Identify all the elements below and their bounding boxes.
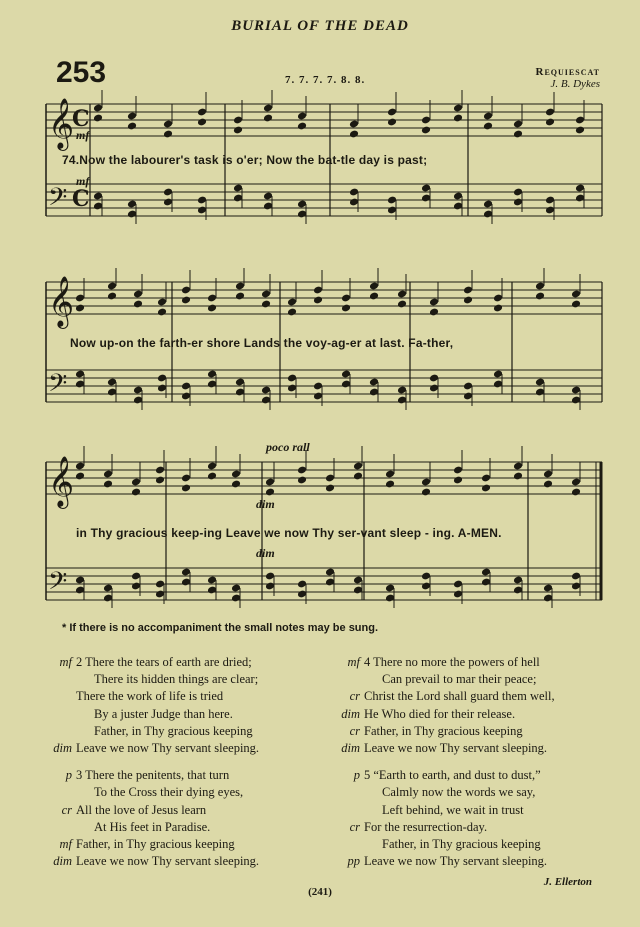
system3-tempo-mark: poco rall (266, 440, 310, 454)
verse-text: Leave we now Thy servant sleeping. (364, 854, 548, 869)
bass-clef-icon: 𝄢 (48, 567, 68, 602)
verse-text: Leave we now Thy servant sleeping. (76, 741, 260, 756)
note-head (369, 292, 379, 301)
verse-line (330, 688, 555, 705)
verse-text: There the tears of earth are dried; (85, 655, 252, 669)
verse-line (330, 654, 555, 671)
tune-name: Requiescat (535, 66, 600, 78)
composer: J. B. Dykes (550, 78, 600, 90)
note-head (231, 480, 241, 489)
treble-clef-icon: 𝄞 (48, 456, 75, 507)
note-head (493, 304, 503, 313)
note-head (233, 126, 243, 135)
verse-line (330, 836, 555, 853)
verse-text: Christ the Lord shall guard them well, (364, 689, 555, 704)
verse-5 (330, 767, 555, 870)
note-head (207, 472, 217, 481)
verse-number: 3 (76, 768, 86, 783)
verse-line (42, 767, 259, 784)
verse-line (42, 853, 259, 870)
dynamic-mark: p (353, 768, 360, 783)
dynamic-mark: cr (349, 689, 360, 704)
verse-line (42, 802, 259, 819)
verse-number: 2 (76, 655, 86, 669)
verse-line (42, 671, 259, 688)
verse-text: Father, in Thy gracious keeping (94, 723, 253, 738)
note-head (263, 114, 273, 123)
verse-text: All the love of Jesus learn (76, 802, 207, 817)
note-head (575, 126, 585, 135)
system1-lyric-text: Now the labourer's task is o'er; Now the bat-tle day is past; (79, 153, 428, 167)
verses-right-column (330, 654, 555, 880)
section-title: BURIAL OF THE DEAD (231, 18, 409, 34)
note-head (325, 484, 335, 493)
note-head (453, 114, 463, 123)
note-head (157, 308, 167, 317)
note-head (127, 122, 137, 131)
note-head (349, 130, 359, 139)
note-head (287, 308, 297, 317)
note-head (297, 476, 307, 485)
common-time-icon: C (72, 186, 90, 212)
note-head (421, 488, 431, 497)
treble-clef-icon: 𝄞 (48, 98, 75, 149)
system1-lyric-prefix: 74. (62, 153, 80, 167)
verse-text: “Earth to earth, and dust to dust,” (373, 768, 541, 783)
note-head (353, 472, 363, 481)
system1-lyric (62, 153, 427, 167)
music-system-1 (40, 90, 610, 260)
note-head (513, 472, 523, 481)
footnote: * If there is no accompaniment the small notes may be sung. (62, 622, 379, 634)
note-head (261, 300, 271, 309)
dynamic-mark: dim (53, 854, 72, 869)
note-head (387, 118, 397, 127)
note-head (429, 308, 439, 317)
verse-4 (330, 654, 555, 757)
music-system-2 (40, 268, 610, 438)
note-head (75, 304, 85, 313)
dynamic-mark: p (65, 768, 72, 783)
verse-line (42, 836, 259, 853)
note-head (341, 304, 351, 313)
verse-line (330, 767, 555, 784)
note-head (181, 484, 191, 493)
verse-line (330, 706, 555, 723)
verse-line (330, 784, 555, 801)
verse-line (330, 802, 555, 819)
verse-text: By a juster Judge than here. (94, 706, 233, 721)
note-head (155, 476, 165, 485)
verse-text: There its hidden things are clear; (94, 672, 259, 687)
note-head (207, 304, 217, 313)
verse-line (42, 654, 259, 671)
verse-text: There no more the powers of hell (373, 655, 540, 669)
author: J. Ellerton (543, 876, 592, 888)
note-head (131, 488, 141, 497)
verse-text: For the resurrection-day. (364, 819, 488, 834)
verse-line (42, 819, 259, 836)
note-head (133, 300, 143, 309)
verse-text: Father, in Thy gracious keeping (76, 837, 235, 852)
system1-bass-dynamic: mf (76, 174, 90, 188)
system2-lyric: Now up-on the farth-er shore Lands the voy-ag-er at last. Fa-ther, (70, 336, 454, 350)
note-head (545, 118, 555, 127)
note-head (297, 122, 307, 131)
verse-text: There the penitents, that turn (85, 768, 230, 783)
dynamic-mark: cr (349, 819, 360, 834)
note-head (235, 292, 245, 301)
note-head (107, 292, 117, 301)
system3-bass-dynamic: dim (256, 546, 275, 560)
verse-text: Calmly now the words we say, (382, 785, 536, 800)
verse-text: To the Cross their dying eyes, (94, 785, 244, 800)
note-head (421, 126, 431, 135)
note-head (453, 476, 463, 485)
dynamic-mark: pp (347, 854, 360, 869)
verse-line (330, 853, 555, 870)
verse-text: Father, in Thy gracious keeping (364, 723, 523, 738)
note-head (481, 484, 491, 493)
verse-text: At His feet in Paradise. (94, 819, 211, 834)
note-head (483, 122, 493, 131)
hymn-number: 253 (56, 56, 107, 89)
note-head (535, 292, 545, 301)
note-head (103, 480, 113, 489)
note-head (197, 118, 207, 127)
dynamic-mark: dim (341, 741, 360, 756)
verse-line (42, 784, 259, 801)
dynamic-mark: cr (349, 723, 360, 738)
verse-line (330, 740, 555, 757)
system3-treble-dynamic: dim (256, 497, 275, 511)
note-head (513, 130, 523, 139)
note-head (75, 472, 85, 481)
note-head (571, 488, 581, 497)
dynamic-mark: cr (61, 802, 72, 817)
verse-line (330, 671, 555, 688)
note-head (181, 296, 191, 305)
meter: 7. 7. 7. 7. 8. 8. (285, 74, 366, 86)
note-head (313, 296, 323, 305)
verse-line (330, 819, 555, 836)
verses-left-column (42, 654, 259, 880)
verse-number: 5 (364, 768, 374, 783)
bass-clef-icon: 𝄢 (48, 369, 68, 404)
page-number: (241) (308, 886, 332, 898)
verse-text: Can prevail to mar their peace; (382, 672, 537, 687)
verse-3 (42, 767, 259, 870)
note-head (93, 114, 103, 123)
bass-clef-icon: 𝄢 (48, 183, 68, 218)
note-head (265, 488, 275, 497)
verse-line (42, 688, 259, 705)
verse-line (42, 740, 259, 757)
verse-text: Father, in Thy gracious keeping (382, 837, 541, 852)
dynamic-mark: dim (341, 706, 360, 721)
note-head (385, 480, 395, 489)
dynamic-mark: mf (347, 655, 360, 669)
note-head (571, 300, 581, 309)
verse-line (42, 723, 259, 740)
note-head (397, 300, 407, 309)
verse-number: 4 (364, 655, 374, 669)
system1-treble-dynamic: mf (76, 128, 90, 142)
note-head (163, 130, 173, 139)
note-head (463, 296, 473, 305)
system3-lyric: in Thy gracious keep-ing Leave we now Thy ser-vant sleep - ing. A-MEN. (76, 526, 502, 540)
verse-2 (42, 654, 259, 757)
verse-text: He Who died for their release. (364, 706, 516, 721)
verse-line (330, 723, 555, 740)
dynamic-mark: mf (59, 837, 72, 852)
dynamic-mark: mf (59, 655, 72, 669)
common-time-icon: C (72, 106, 90, 132)
verse-text: Left behind, we wait in trust (382, 802, 524, 817)
verse-text: Leave we now Thy servant sleeping. (76, 854, 260, 869)
note-head (543, 480, 553, 489)
verse-line (42, 706, 259, 723)
verse-text: There the work of life is tried (76, 689, 224, 704)
treble-clef-icon: 𝄞 (48, 276, 75, 327)
verse-text: Leave we now Thy servant sleeping. (364, 741, 548, 756)
dynamic-mark: dim (53, 741, 72, 756)
